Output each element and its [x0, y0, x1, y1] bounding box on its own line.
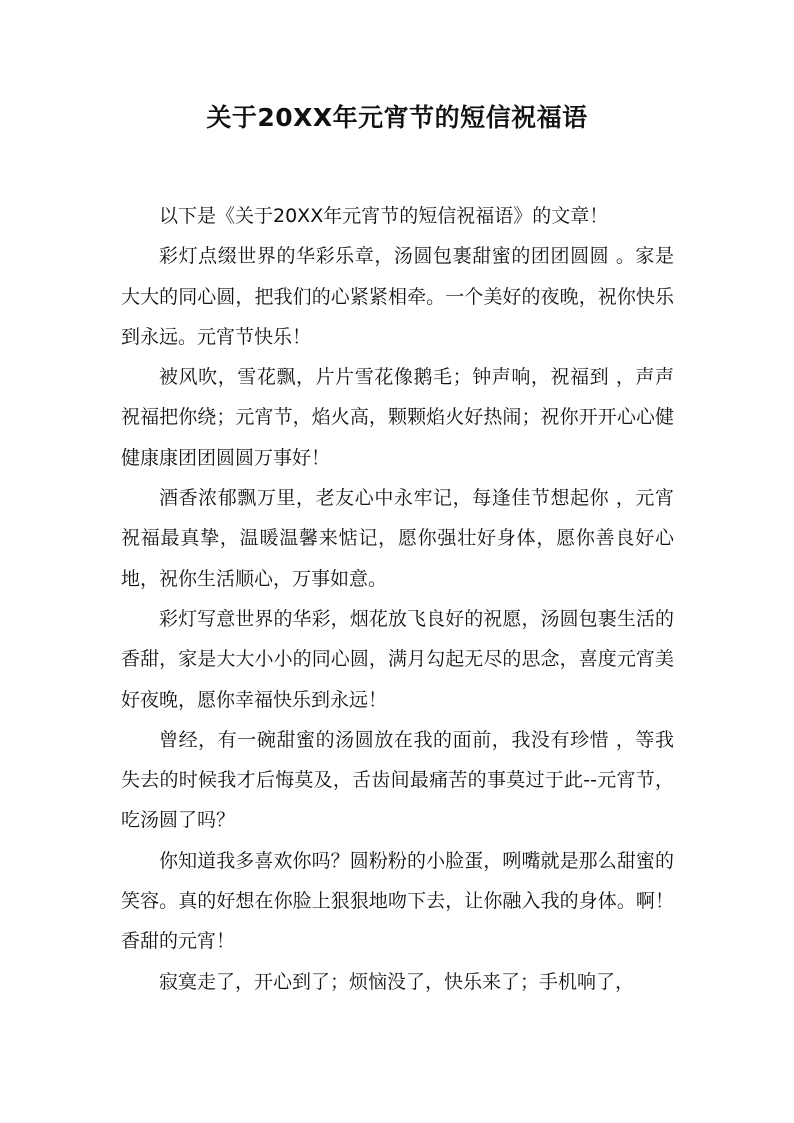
paragraph: 彩灯点缀世界的华彩乐章，汤圆包裹甜蜜的团团圆圆 。家是大大的同心圆，把我们的心紧紧相牵。一个美好的夜晚，祝你快乐到永远。元宵节快乐！: [121, 245, 674, 348]
paragraph: 寂寞走了，开心到了；烦恼没了，快乐来了；手机响了，: [159, 970, 635, 993]
paragraph: 你知道我多喜欢你吗？圆粉粉的小脸蛋，咧嘴就是那么甜蜜的笑容。真的好想在你脸上狠狠地吻下去，让你融入我的身体。啊！香甜的元宵！: [121, 849, 674, 953]
paragraph: 曾经，有一碗甜蜜的汤圆放在我的面前，我没有珍惜 ，等我失去的时候我才后悔莫及，舌齿间最痛苦的事莫过于此--元宵节，吃汤圆了吗？: [121, 728, 674, 832]
paragraph: 彩灯写意世界的华彩，烟花放飞良好的祝愿，汤圆包裹生活的香甜，家是大大小小的同心圆，满月勾起无尽的思念，喜度元宵美好夜晚，愿你幸福快乐到永远！: [121, 607, 674, 711]
document-body: [121, 196, 674, 1002]
document-title: 关于20XX年元宵节的短信祝福语: [206, 103, 588, 132]
paragraph: 被风吹，雪花飘，片片雪花像鹅毛；钟声响，祝福到 ，声声祝福把你绕；元宵节，焰火高，颗颗焰火好热闹；祝你开开心心健健康康团团圆圆万事好！: [121, 366, 674, 469]
paragraph-intro: 以下是《关于20XX年元宵节的短信祝福语》的文章！: [159, 205, 609, 227]
paragraph: 酒香浓郁飘万里，老友心中永牢记，每逢佳节想起你 ，元宵祝福最真挚，温暖温馨来惦记，愿你强壮好身体，愿你善良好心地，祝你生活顺心，万事如意。: [121, 487, 674, 590]
